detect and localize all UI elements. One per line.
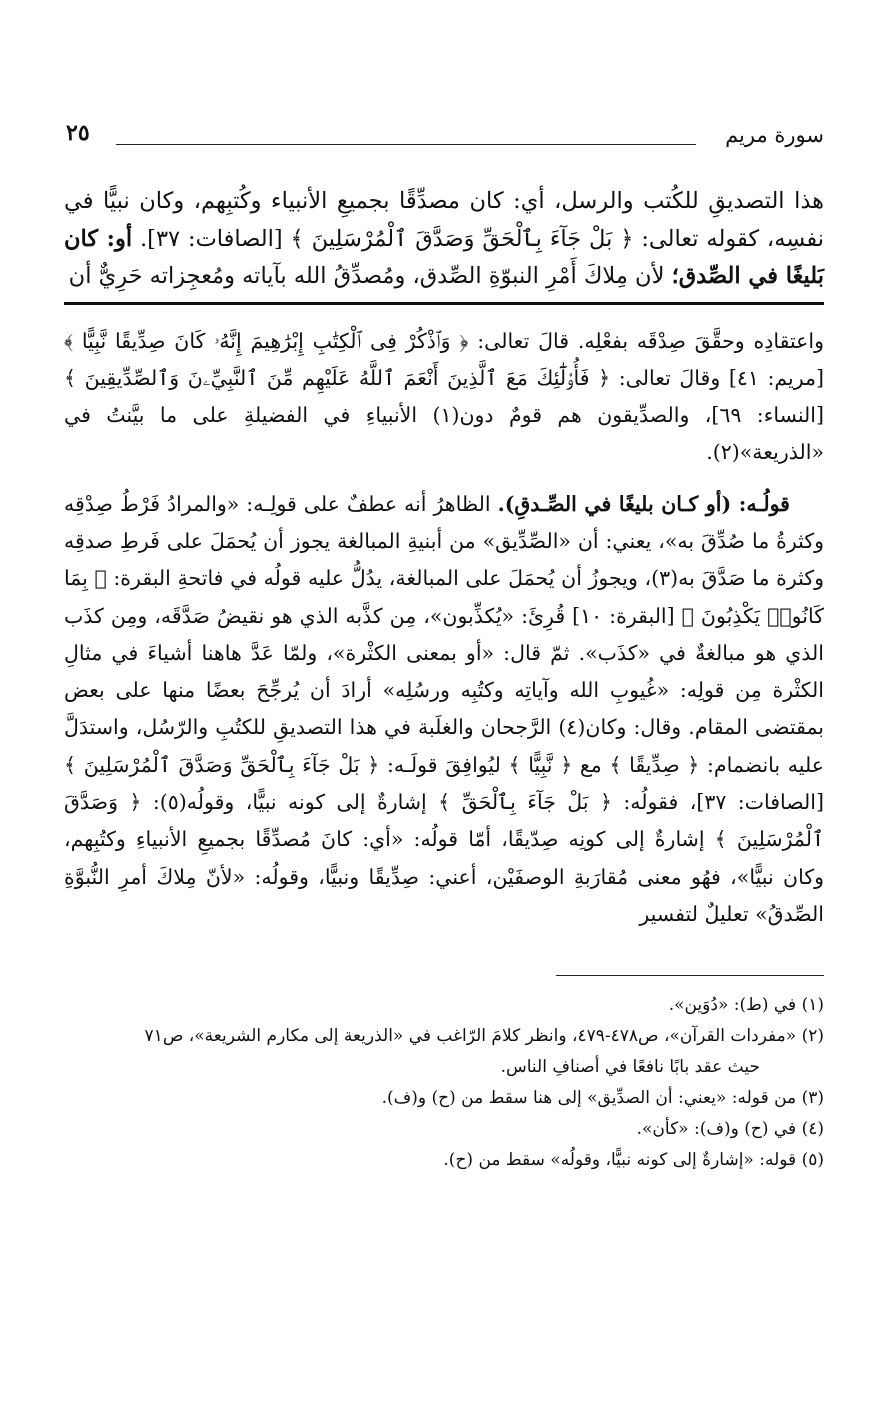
commentary-body: الظاهرُ أنه عطفٌ على قولِـه: «والمرادُ فَرْطُ صِدْقِه وكثرةُ ما صُدِّقَ به»، يعني: أن «الصِّدِّيق» من أبنيةِ المبالغة يجوز أن يُحمَلَ على فَرطِ صدقِه وكثرة ما صَدَّقَ به(٣)، ويجوزُ أن يُحمَلَ على المبالغة، يدُلُّ عليه قولُه في فاتحةِ البقرة: ﴿ بِمَا كَانُوا۟ يَكْذِبُونَ ﴾ [البقرة: ١٠] قُرِئَ: «يُكذِّبون»، مِن كذَّبه الذي هو نقيضُ صَدَّقَه، ومِن كذَب الذي هو مبالغةٌ في «كذَب». ثمّ قال: «أو بمعنى الكثْرة»، ولمّا عَدَّ هاهنا أشياءَ في مثالِ الكثْرة مِن قولِه: «غُيوبِ الله وآياتِه وكتُبِه ورسُلِه» أرادَ أن يُرجِّحَ بعضًا منها على بعض بمقتضى المقام. وقال: وكان(٤) الرَّجحان والغلَبة في هذا التصديقِ للكتُبِ والرّسُل، واستدَلَّ عليه بانضمام: ﴿ صِدِّيقًا ﴾ مع ﴿ نَّبِيًّا ﴾ ليُوافِقَ قولَـه: ﴿ بَلْ جَآءَ بِٱلْحَقِّ وَصَدَّقَ ٱلْمُرْسَلِينَ ﴾ [الصافات: ٣٧]، فقولُه: ﴿ بَلْ جَآءَ بِٱلْحَقِّ ﴾ إشارةٌ إلى كونه نبيًّا، وقولُه(٥): ﴿ وَصَدَّقَ ٱلْمُرْسَلِينَ ﴾ إشارةٌ إلى كونِه صِدّيقًا، أمّا قولُه: «أي: كانَ مُصدِّقًا بجميعِ الأنبياءِ وكتُبِهم، وكان نبيًّا»، فهُو معنى مُقارَبةِ الوصفَيْن، أعني: صِدِّيقًا ونبيًّا، وقولُه: «لأنّ مِلاكَ أمرِ النُّبوَّةِ الصِّدقُ» تعليلٌ لتفسير	[64, 491, 825, 926]
commentary-paragraph-2	[64, 486, 824, 934]
footnote-text: من قوله: «يعني: أن الصدِّيق» إلى هنا سقط من (ح) و(ف).	[381, 1088, 797, 1109]
footnote-1	[64, 990, 824, 1021]
footnote-5	[64, 1145, 824, 1176]
footnote-number: (٣)	[801, 1088, 824, 1109]
main-text	[64, 183, 824, 305]
footnote-3	[64, 1083, 824, 1114]
footnote-text: في (ط): «دُوَين».	[668, 995, 797, 1016]
page	[64, 115, 824, 1325]
page-number: ٢٥	[66, 120, 90, 146]
surah-title: سورة مريم	[725, 123, 824, 147]
footnote-text: «مفردات القرآن»، ص٤٧٨-٤٧٩، وانظر كلامَ الرّاغب في «الذريعة إلى مكارم الشريعة»، ص٧١	[144, 1026, 797, 1047]
main-text-paragraph	[64, 183, 824, 296]
footnote-rule	[556, 975, 824, 976]
main-text-part-1: هذا التصديقِ للكُتب والرسل، أي: كان مصدِّقًا بجميعِ الأنبياء وكُتبِهم، وكان نبيًّا في نفسِه، كقوله تعالى: ﴿ بَلْ جَآءَ بِٱلْحَقِّ وَصَدَّقَ ٱلْمُرْسَلِينَ ﴾ [الصافات: ٣٧].	[64, 188, 824, 252]
running-head	[64, 115, 824, 155]
commentary-paragraph-1: واعتقادِه وحقَّقَ صِدْقَه بفعْلِه. قالَ تعالى: ﴿ وَٱذْكُرْ فِى ٱلْكِتَٰبِ إِبْرَٰهِيمَ إِنَّهُۥ كَانَ صِدِّيقًا نَّبِيًّا ﴾ [مريم: ٤١] وقالَ تعالى: ﴿ فَأُو۟لَٰٓئِكَ مَعَ ٱلَّذِينَ أَنْعَمَ ٱللَّهُ عَلَيْهِم مِّنَ ٱلنَّبِيِّۦنَ وَٱلصِّدِّيقِينَ ﴾ [النساء: ٦٩]، والصدِّيقون هم قومٌ دون(١) الأنبياءِ في الفضيلةِ على ما بيَّنتُ في «الذريعة»(٢).	[64, 328, 825, 465]
commentary-lead: قولُـه: (أو كـان بليغًا في الصِّـدقِ).	[497, 491, 790, 516]
footnote-text: في (ح) و(ف): «كأن».	[636, 1119, 797, 1140]
footnote-4	[64, 1114, 824, 1145]
main-text-part-2: لأن مِلاكَ أَمْرِ النبوّةِ الصِّدق، ومُصدِّقُ الله بآياته ومُعجِزاته حَرِيٌّ أن	[68, 263, 665, 289]
footnote-number: (٢)	[801, 1026, 824, 1047]
footnote-number: (٥)	[801, 1150, 824, 1171]
commentary	[64, 323, 824, 934]
footnote-text: قوله: «إشارةٌ إلى كونه نبيًّا، وقولُه» سقط من (ح).	[443, 1150, 797, 1171]
main-text-bold: أو: كان بَليغًا في الصِّدق؛	[64, 225, 824, 289]
footnotes	[64, 976, 824, 1176]
footnote-number: (٤)	[801, 1119, 824, 1140]
footnote-2	[64, 1021, 824, 1052]
header-rule	[116, 144, 696, 145]
footnote-2-continuation: حيث عقد بابًا نافعًا في أصنافِ الناس.	[500, 1057, 760, 1078]
footnote-number: (١)	[801, 995, 824, 1016]
